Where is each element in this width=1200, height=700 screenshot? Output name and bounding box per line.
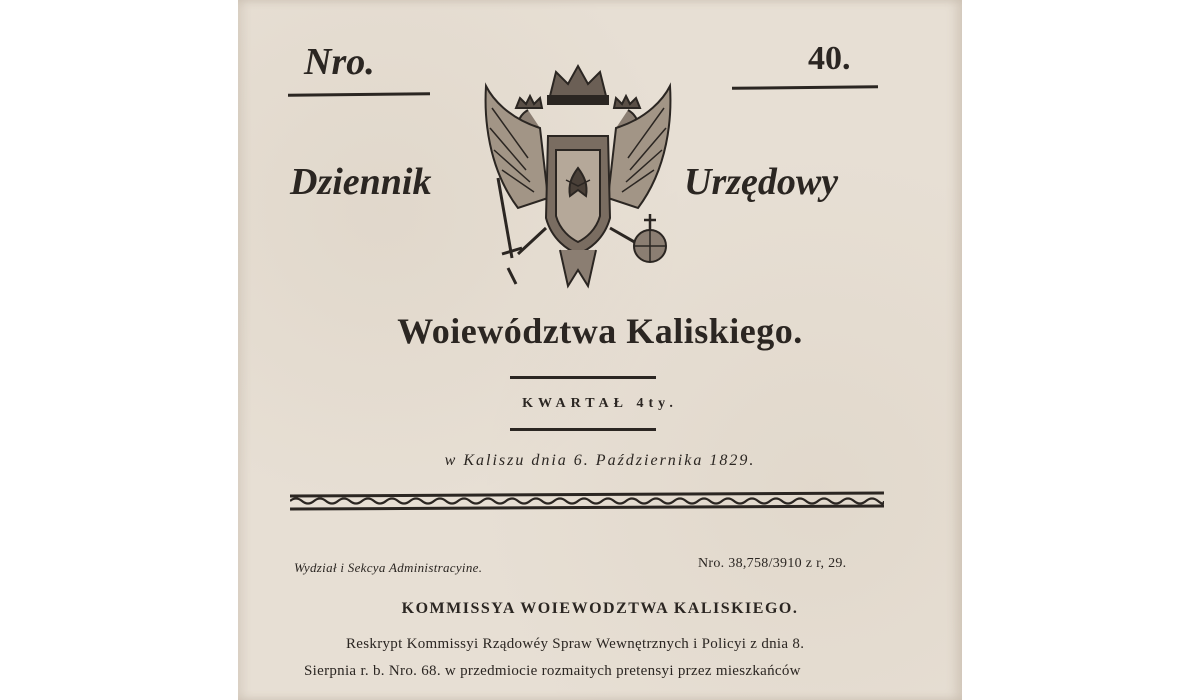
- department-label: Wydział i Sekcya Administracyine.: [294, 560, 483, 575]
- double-headed-eagle-coat-of-arms-icon: [478, 58, 678, 298]
- issue-number-underline: [732, 85, 878, 90]
- dateline: w Kaliszu dnia 6. Października 1829.: [444, 452, 756, 469]
- issue-label-underline: [288, 92, 430, 96]
- commission-heading: KOMMISSYA WOIEWODZTWA KALISKIEGO.: [401, 600, 799, 617]
- body-text-line: Reskrypt Kommissyi Rządowéy Spraw Wewnętrznych i Policyi z dnia 8.: [346, 636, 805, 652]
- body-text-line: Sierpnia r. b. Nro. 68. w przedmiocie rozmaitych pretensyi przez mieszkańców: [304, 663, 801, 679]
- issue-number: 40.: [808, 40, 851, 77]
- rule-below-quarter: [510, 428, 656, 431]
- issue-label: Nro.: [304, 41, 375, 83]
- title-dziennik: Dziennik: [290, 161, 432, 203]
- title-urzedowy: Urzędowy: [684, 161, 839, 203]
- ornamental-divider: [290, 490, 884, 512]
- quarter-label: KWARTAŁ 4ty.: [522, 396, 678, 411]
- reference-number: Nro. 38,758/3910 z r, 29.: [698, 556, 847, 571]
- rule-above-quarter: [510, 376, 656, 379]
- document-page: [238, 0, 962, 700]
- region-title: Woiewództwa Kaliskiego.: [397, 311, 803, 351]
